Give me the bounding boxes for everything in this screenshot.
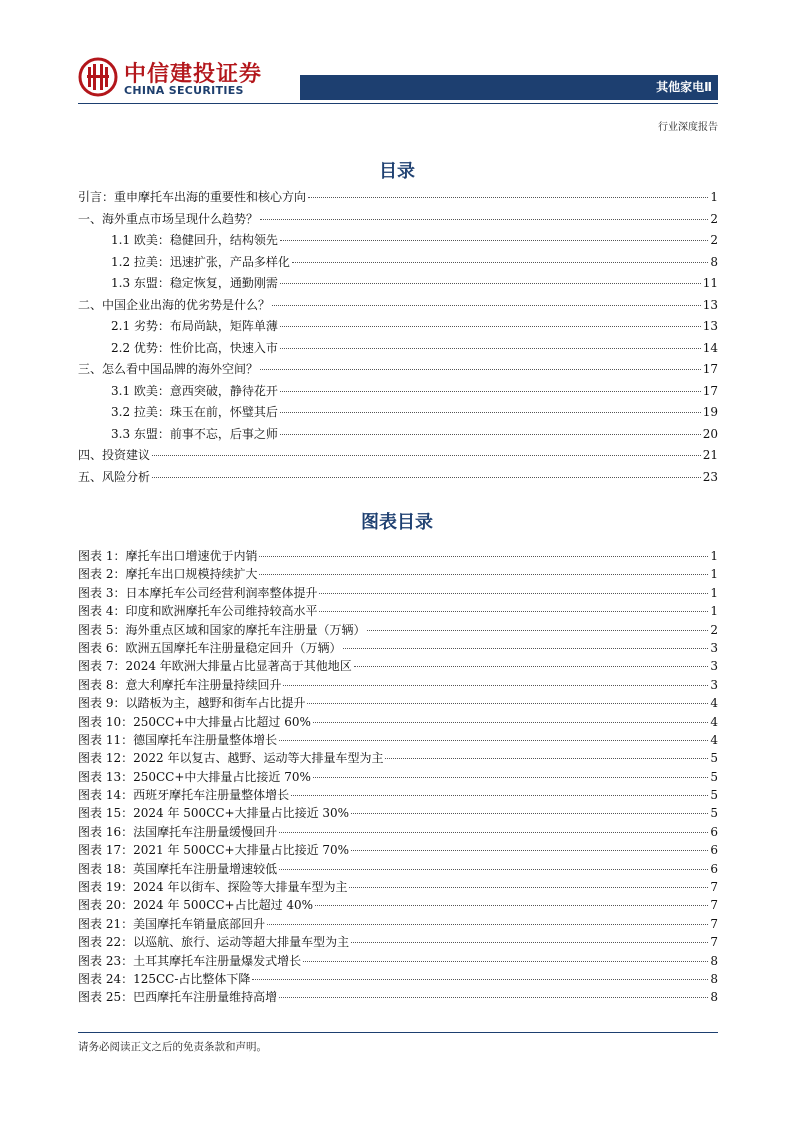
- toc-entry-label: 1.2 拉美：迅速扩张，产品多样化: [111, 254, 290, 269]
- figure-entry-label: 图表 2：摩托车出口规模持续扩大: [78, 567, 258, 582]
- dot-leader: [313, 777, 708, 778]
- figure-entry[interactable]: [78, 565, 718, 583]
- figure-entry[interactable]: [78, 970, 718, 988]
- figure-entry-page: 1: [710, 604, 718, 619]
- toc-entry-label: 3.2 拉美：珠玉在前，怀璧其后: [111, 405, 278, 419]
- category-banner: 其他家电Ⅱ: [300, 75, 718, 100]
- figure-entry-page: 7: [710, 935, 718, 950]
- figure-entry[interactable]: [78, 547, 718, 565]
- figure-entry-page: 4: [710, 714, 718, 729]
- toc-entry-page: 2: [710, 211, 718, 226]
- figure-entry[interactable]: [78, 731, 718, 749]
- figure-entry-label: 图表 3：日本摩托车公司经营利润率整体提升: [78, 585, 318, 600]
- dot-leader: [291, 795, 708, 796]
- figure-entry-label: 图表 8：意大利摩托车注册量持续回升: [78, 677, 282, 692]
- toc-entry-label: 二、中国企业出海的优劣势是什么？: [78, 297, 271, 312]
- figure-entry[interactable]: [78, 786, 718, 804]
- figure-entry-label: 图表 25：巴西摩托车注册量维持高增: [78, 990, 278, 1005]
- figure-entry[interactable]: [78, 988, 718, 1006]
- toc-entry-page: 21: [702, 448, 718, 462]
- toc-entry-page: 13: [702, 319, 718, 333]
- figure-entry[interactable]: [78, 933, 718, 951]
- toc-entry-label: 3.3 东盟：前事不忘，后事之师: [111, 426, 278, 441]
- figure-entry-label: 图表 18：英国摩托车注册量增速较低: [78, 861, 278, 876]
- dot-leader: [319, 593, 708, 594]
- figures-title: 图表目录: [361, 512, 433, 533]
- figure-entry[interactable]: [78, 749, 718, 767]
- figure-entry-page: 8: [710, 990, 718, 1005]
- figure-entry[interactable]: [78, 584, 718, 602]
- figure-entry[interactable]: [78, 841, 718, 859]
- dot-leader: [343, 648, 708, 649]
- toc-subentry[interactable]: [78, 339, 718, 361]
- dot-leader: [272, 305, 701, 306]
- toc-entry-label: 1.3 东盟：稳定恢复，通勤刚需: [111, 276, 278, 290]
- figure-entry[interactable]: [78, 713, 718, 731]
- figure-entry[interactable]: [78, 657, 718, 675]
- figure-entry-page: 6: [710, 843, 718, 858]
- figure-entry-page: 1: [710, 567, 718, 582]
- dot-leader: [283, 685, 708, 686]
- figure-entry-label: 图表 10：250CC+中大排量占比超过 60%: [78, 714, 311, 729]
- figure-entry-page: 6: [710, 824, 718, 839]
- figure-entry-label: 图表 9：以踏板为主，越野和街车占比提升: [78, 696, 306, 711]
- figure-entry[interactable]: [78, 602, 718, 620]
- figure-entry[interactable]: [78, 860, 718, 878]
- figure-entry-page: 3: [710, 659, 718, 674]
- dot-leader: [279, 832, 708, 833]
- figure-entry-label: 图表 21：美国摩托车销量底部回升: [78, 916, 266, 931]
- toc-entry-label: 四、投资建议: [78, 448, 151, 462]
- figure-entry-label: 图表 16：法国摩托车注册量缓慢回升: [78, 824, 278, 839]
- figure-entry-label: 图表 17：2021 年 500CC+大排量占比接近 70%: [78, 843, 350, 858]
- toc-entry[interactable]: [78, 188, 718, 210]
- dot-leader: [259, 574, 708, 575]
- figure-entry-page: 7: [710, 880, 718, 895]
- figure-entry-page: 6: [710, 861, 718, 876]
- figures-list: [78, 547, 718, 1007]
- dot-leader: [349, 887, 708, 888]
- toc-entry-page: 14: [702, 340, 718, 355]
- toc-entry-page: 17: [702, 362, 718, 376]
- dot-leader: [307, 703, 708, 704]
- toc-entry-page: 1: [710, 190, 718, 204]
- toc-entry-label: 引言：重申摩托车出海的重要性和核心方向: [78, 190, 307, 204]
- dot-leader: [280, 348, 701, 349]
- dot-leader: [319, 611, 708, 612]
- dot-leader: [280, 326, 701, 327]
- toc-entry-page: 20: [702, 426, 718, 441]
- footer-disclaimer: 请务必阅读正文之后的免责条款和声明。: [78, 1041, 267, 1053]
- dot-leader: [267, 924, 708, 925]
- figure-entry-label: 图表 5：海外重点区域和国家的摩托车注册量（万辆）: [78, 622, 366, 637]
- toc-title: 目录: [379, 161, 415, 182]
- toc-entry-label: 五、风险分析: [78, 469, 151, 484]
- figure-entry-label: 图表 7：2024 年欧洲大排量占比显著高于其他地区: [78, 659, 352, 674]
- figure-entry[interactable]: [78, 804, 718, 822]
- figure-entry[interactable]: [78, 768, 718, 786]
- figure-entry[interactable]: [78, 896, 718, 914]
- toc-entry[interactable]: [78, 468, 718, 490]
- figure-entry-label: 图表 19：2024 年以街车、探险等大排量车型为主: [78, 880, 348, 895]
- toc-entry-label: 3.1 欧美：意西突破，静待花开: [111, 383, 278, 398]
- toc-entry[interactable]: [78, 446, 718, 468]
- toc-entry-page: 23: [702, 469, 718, 484]
- figure-entry-page: 1: [710, 585, 718, 600]
- page-header: [0, 0, 794, 140]
- figure-entry-label: 图表 24：125CC-占比整体下降: [78, 971, 251, 986]
- figure-entry-page: 4: [710, 696, 718, 711]
- dot-leader: [280, 283, 701, 284]
- figure-entry-label: 图表 11：德国摩托车注册量整体增长: [78, 732, 278, 747]
- logo-text-en: CHINA SECURITIES: [124, 84, 244, 97]
- toc-subentry[interactable]: [78, 317, 718, 339]
- figure-entry-page: 4: [710, 732, 718, 747]
- figure-entry-page: 2: [710, 622, 718, 637]
- figure-entry-label: 图表 6：欧洲五国摩托车注册量稳定回升（万辆）: [78, 640, 342, 655]
- figure-entry-label: 图表 22：以巡航、旅行、运动等超大排量车型为主: [78, 935, 350, 950]
- toc-entry[interactable]: [78, 296, 718, 318]
- dot-leader: [279, 740, 708, 741]
- figure-entry-page: 1: [710, 549, 718, 563]
- figure-entry[interactable]: [78, 639, 718, 657]
- dot-leader: [260, 219, 708, 220]
- figure-entry-label: 图表 20：2024 年 500CC+占比超过 40%: [78, 898, 314, 913]
- table-of-contents: [78, 188, 718, 489]
- dot-leader: [351, 942, 708, 943]
- toc-entry-label: 1.1 欧美：稳健回升，结构领先: [111, 233, 278, 247]
- figure-entry-label: 图表 14：西班牙摩托车注册量整体增长: [78, 788, 290, 803]
- dot-leader: [315, 905, 708, 906]
- figure-entry[interactable]: [78, 823, 718, 841]
- toc-entry-page: 13: [702, 297, 718, 312]
- toc-entry-label: 2.2 优势：性价比高，快速入市: [111, 340, 278, 355]
- toc-subentry[interactable]: [78, 274, 718, 296]
- toc-entry-page: 19: [702, 405, 718, 419]
- figure-entry-label: 图表 4：印度和欧洲摩托车公司维持较高水平: [78, 604, 318, 619]
- dot-leader: [252, 979, 708, 980]
- header-divider: [78, 103, 718, 104]
- figure-entry-page: 3: [710, 677, 718, 692]
- dot-leader: [280, 240, 708, 241]
- toc-entry-page: 11: [702, 276, 718, 290]
- dot-leader: [385, 758, 708, 759]
- toc-subentry[interactable]: [78, 403, 718, 425]
- dot-leader: [351, 813, 708, 814]
- report-type-label: 行业深度报告: [658, 122, 718, 133]
- dot-leader: [280, 434, 701, 435]
- figure-entry-page: 7: [710, 916, 718, 931]
- dot-leader: [152, 477, 701, 478]
- dot-leader: [260, 369, 701, 370]
- toc-entry-page: 17: [702, 383, 718, 398]
- figure-entry[interactable]: [78, 878, 718, 896]
- logo-text-cn: 中信建投证券: [124, 62, 263, 87]
- figure-entry-page: 7: [710, 898, 718, 913]
- dot-leader: [292, 262, 708, 263]
- dot-leader: [152, 455, 701, 456]
- figure-entry-page: 5: [710, 806, 718, 821]
- toc-entry[interactable]: [78, 210, 718, 232]
- figure-entry-page: 3: [710, 640, 718, 655]
- figure-entry-page: 8: [710, 971, 718, 986]
- figure-entry[interactable]: [78, 621, 718, 639]
- dot-leader: [351, 850, 708, 851]
- china-securities-logo-icon: [78, 57, 118, 97]
- toc-entry-page: 8: [710, 254, 718, 269]
- dot-leader: [280, 412, 701, 413]
- toc-subentry[interactable]: [78, 425, 718, 447]
- dot-leader: [280, 391, 701, 392]
- toc-entry[interactable]: [78, 360, 718, 382]
- dot-leader: [259, 556, 708, 557]
- dot-leader: [303, 961, 708, 962]
- dot-leader: [279, 869, 708, 870]
- toc-subentry[interactable]: [78, 253, 718, 275]
- toc-entry-page: 2: [710, 233, 718, 247]
- dot-leader: [354, 666, 708, 667]
- dot-leader: [308, 197, 708, 198]
- figure-entry-page: 5: [710, 788, 718, 803]
- figure-entry-page: 5: [710, 769, 718, 784]
- toc-entry-label: 2.1 劣势：布局尚缺，矩阵单薄: [111, 319, 278, 333]
- figure-entry-page: 8: [710, 953, 718, 968]
- figure-entry-label: 图表 15：2024 年 500CC+大排量占比接近 30%: [78, 806, 350, 821]
- toc-subentry[interactable]: [78, 382, 718, 404]
- figure-entry[interactable]: [78, 915, 718, 933]
- figure-entry-label: 图表 1：摩托车出口增速优于内销: [78, 549, 258, 563]
- figure-entry-label: 图表 13：250CC+中大排量占比接近 70%: [78, 769, 311, 784]
- dot-leader: [367, 630, 708, 631]
- figure-entry[interactable]: [78, 694, 718, 712]
- toc-entry-label: 三、怎么看中国品牌的海外空间？: [78, 362, 259, 376]
- figure-entry-label: 图表 12：2022 年以复古、越野、运动等大排量车型为主: [78, 751, 384, 766]
- figure-entry-page: 5: [710, 751, 718, 766]
- figure-entry-label: 图表 23：土耳其摩托车注册量爆发式增长: [78, 953, 302, 968]
- toc-subentry[interactable]: [78, 231, 718, 253]
- footer-divider: [78, 1032, 718, 1033]
- dot-leader: [313, 722, 708, 723]
- dot-leader: [279, 997, 708, 998]
- toc-entry-label: 一、海外重点市场呈现什么趋势？: [78, 211, 259, 226]
- figure-entry[interactable]: [78, 676, 718, 694]
- figure-entry[interactable]: [78, 952, 718, 970]
